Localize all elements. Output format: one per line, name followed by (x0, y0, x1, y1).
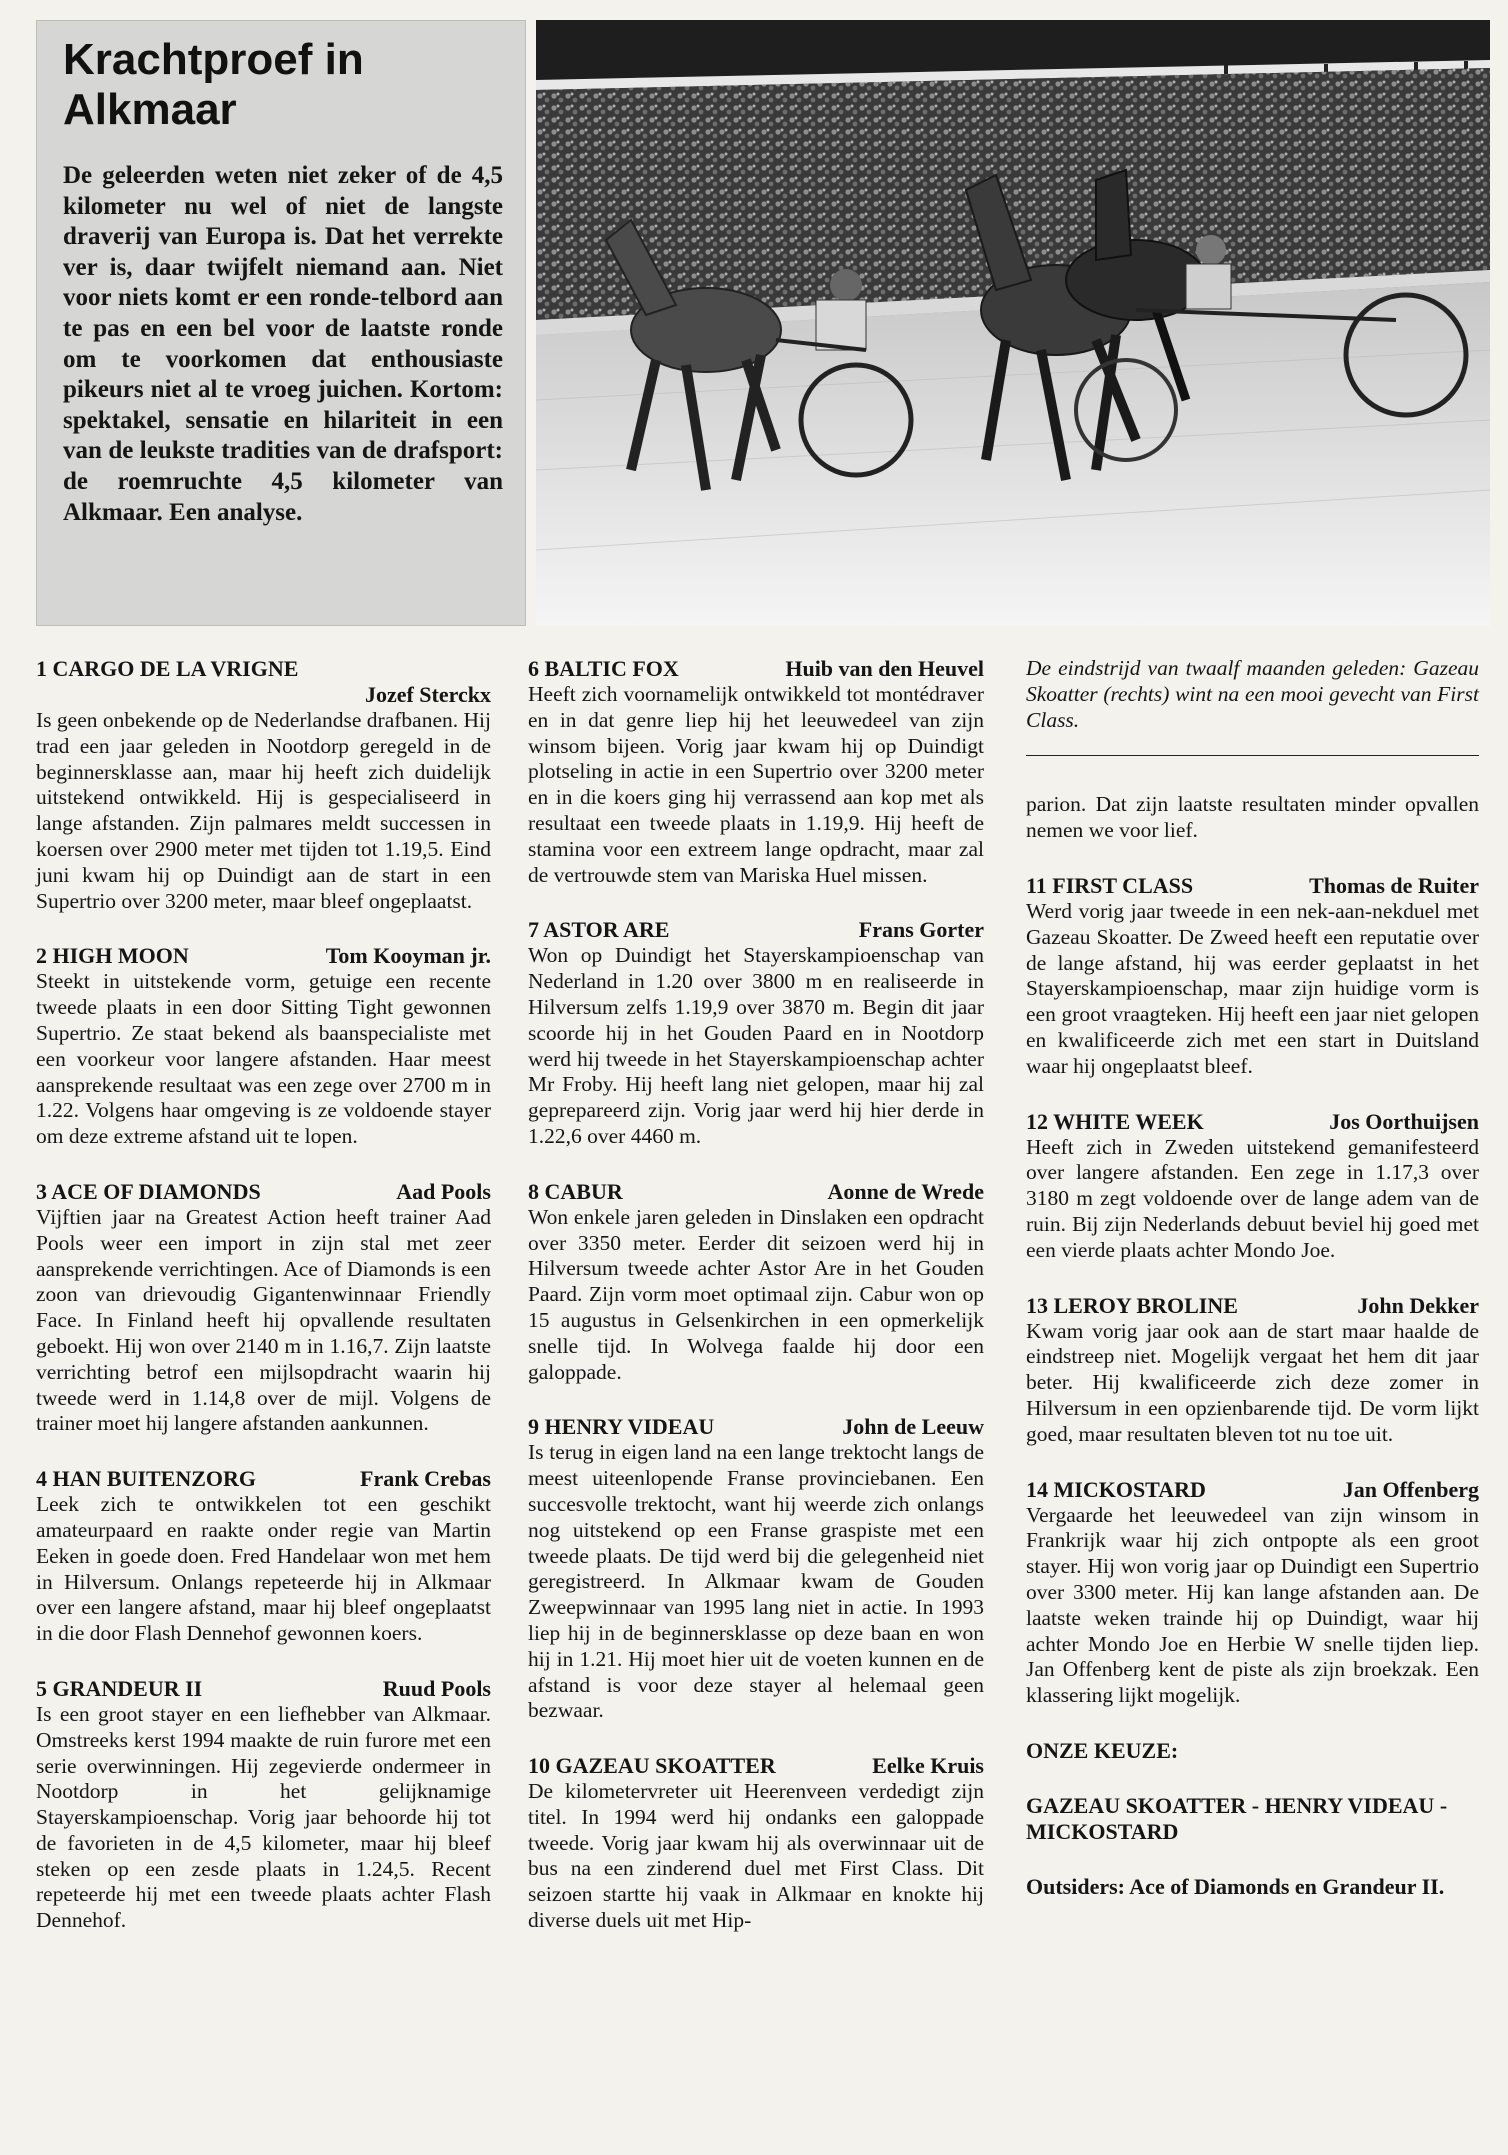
entry-header (36, 943, 491, 969)
entry-text: Vijftien jaar na Greatest Action heeft trainer Aad Pools weer een import in zijn stal met zeer aansprekende verrichtingen. Ace of Diamonds is een zoon van drievoudig Gigantenwinnaar Friendly Face. In Finland heeft hij opvallende resultaten geboekt. Hij won over 2140 m in 1.16,7. Zijn laatste verrichting betrof een mijlsopdracht waarin hij tweede werd in 1.14,8 over de mijl. Volgens de trainer moet hij langere afstanden aankunnen. (36, 1204, 491, 1436)
trainer-name: Huib van den Heuvel (785, 656, 984, 681)
entry-header (528, 1753, 984, 1779)
horse-name: 6 BALTIC FOX (528, 656, 679, 681)
trainer-name: Aonne de Wrede (827, 1178, 984, 1204)
entry-header (528, 656, 984, 682)
trainer-name: Tom Kooyman jr. (325, 943, 491, 969)
horse-name: 3 ACE OF DIAMONDS (36, 1178, 261, 1204)
horse-entry (528, 1414, 984, 1724)
horse-entry (528, 656, 984, 888)
horse-entry (1026, 873, 1479, 1080)
horse-name: 2 HIGH MOON (36, 943, 189, 969)
trainer-name: Jos Oorthuijsen (1329, 1108, 1479, 1134)
trainer-name: Jan Offenberg (1342, 1476, 1479, 1502)
entry-header (1026, 1477, 1479, 1503)
entry-continuation: parion. Dat zijn laatste resultaten minder opvallen nemen we voor lief. (1026, 792, 1479, 843)
entry-text: Leek zich te ontwikkelen tot een geschikt amateurpaard en raakte onder regie van Martin Eeken in goede doen. Fred Handelaar won met hem in Hilversum. Onlangs repeteerde hij in Alkmaar over een langere afstand, maar hij bleef ongeplaatst in die door Flash Dennehof gewonnen koers. (36, 1492, 491, 1646)
entry-text: Vergaarde het leeuwedeel van zijn winsom in Frankrijk waar hij zich ontpopte als een groot stayer. Hij won vorig jaar op Duindigt een Supertrio over 3300 meter. Hij kan lange afstanden aan. De laatste weken trainde hij op Duindigt, waar hij achter Mondo Joe en Herbie W snelle tijden liep. Jan Offenberg kent de piste als zijn broekzak. Een klassering lijkt mogelijk. (1026, 1502, 1479, 1708)
entry-header (528, 1179, 984, 1205)
intro-box (36, 20, 526, 626)
picks-line: GAZEAU SKOATTER - HENRY VIDEAU - MICKOSTARD (1026, 1792, 1448, 1844)
entry-header (528, 1414, 984, 1440)
horse-name: 7 ASTOR ARE (528, 917, 670, 943)
trainer-name: Aad Pools (396, 1178, 491, 1204)
horse-entry (36, 943, 491, 1150)
horse-name: 8 CABUR (528, 1178, 623, 1204)
horse-entry (1026, 1109, 1479, 1264)
entry-text: Is een groot stayer en een liefhebber van Alkmaar. Omstreeks kerst 1994 maakte de ruin furore met een serie overwinningen. Hij zegevierde ondermeer in Nootdorp in het gelijknamige Stayerskampioenschap. Vorig jaar behoorde hij tot de favorieten in de 4,5 kilometer, maar hij bleef steken op een zesde plaats in 1.24,5. Recent repeteerde hij met een tweede plaats achter Flash Dennehof. (36, 1701, 491, 1933)
horse-entry (528, 1753, 984, 1934)
trainer-name: Frans Gorter (858, 917, 984, 943)
entry-text: Steekt in uitstekende vorm, getuige een recente tweede plaats in een door Sitting Tight gewonnen Supertrio. Ze staat bekend als baanspecialiste met een voorkeur voor langere afstanden. Haar meest aansprekende resultaat was een zege over 2700 m in 1.22. Volgens haar omgeving is ze voldoende stayer om deze extreme afstand uit te lopen. (36, 969, 491, 1149)
trainer-name: Eelke Kruis (872, 1753, 984, 1779)
column-2 (528, 656, 984, 1963)
trainer-name: Ruud Pools (382, 1675, 491, 1701)
column-3 (1026, 656, 1479, 1900)
entry-text: Heeft zich in Zweden uitstekend gemanifesteerd over langere afstanden. Een zege in 1.17,3 over 3180 m zegt voldoende over de lange adem van de ruin. Bij zijn Nederlands debuut beviel hij goed met een vierde plaats achter Mondo Joe. (1026, 1134, 1479, 1262)
entry-text: Won op Duindigt het Stayerskampioenschap van Nederland in 1.20 over 3800 m en realiseerde in Hilversum zelfs 1.19,9 over 3870 m. Begin dit jaar scoorde hij in het Gouden Paard en in Nootdorp werd hij tweede in het Stayerskampioenschap achter Mr Froby. Hij heeft lang niet gelopen, maar hij zal geprepareerd zijn. Vorig jaar werd hij hier derde in 1.22,6 over 4460 m. (528, 943, 984, 1148)
horse-entry (528, 1179, 984, 1386)
horse-name: 9 HENRY VIDEAU (528, 1414, 715, 1440)
horse-entry (36, 1466, 491, 1647)
horse-name: 1 CARGO DE LA VRIGNE (36, 656, 299, 681)
entry-header (36, 1179, 491, 1205)
horse-entry (1026, 1293, 1479, 1448)
entry-text: Kwam vorig jaar ook aan de start maar haalde de eindstreep niet. Mogelijk vergaat het hem dit jaar beter. Hij kwalificeerde zich deze zomer in Hilversum in een opzienbarende tijd. De vorm lijkt goed, maar resultaten bleven tot nu toe uit. (1026, 1318, 1479, 1446)
entry-text: Werd vorig jaar tweede in een nek-aan-nekduel met Gazeau Skoatter. De Zweed heeft een reputatie over de lange afstand, hij was eerder geplaatst in het Stayerskampioenschap, maar zijn huidige vorm is een groot vraagteken. Hij heeft een jaar niet gelopen en kwalificeerde zich met een start in Duitsland waar hij ongeplaatst bleef. (1026, 898, 1479, 1078)
entry-text: Is terug in eigen land na een lange trektocht langs de meest uiteenlopende Franse provinciebanen. Een succesvolle trektocht, want hij weerde zich onlangs nog uitstekend op een Franse graspiste met een tweede plaats. De tijd werd bij die gelegenheid niet geregistreerd. In Alkmaar kwam de Gouden Zweepwinnaar van 1995 lang niet in actie. In 1993 liep hij in de beginnersklasse op deze baan en won hij in 1.21. Hij moet hier uit de voeten kunnen en de afstand is voor deze stayer al helemaal geen bezwaar. (528, 1440, 984, 1723)
column-1 (36, 656, 491, 1963)
entry-header (1026, 1109, 1479, 1135)
entry-text: Won enkele jaren geleden in Dinslaken een opdracht over 3350 meter. Eerder dit seizoen werd hij in Hilversum tweede achter Astor Are in het Gouden Paard. Zijn vorm moet optimaal zijn. Cabur won op 15 augustus in Gelsenkirchen in een opmerkelijk snelle tijd. In Wolvega faalde hij door een galoppade. (528, 1204, 984, 1384)
trainer-name: John Dekker (1357, 1292, 1479, 1318)
outsiders-line: Outsiders: Ace of Diamonds en Grandeur II. (1026, 1873, 1445, 1899)
entry-header (528, 917, 984, 943)
horse-name: 13 LEROY BROLINE (1026, 1292, 1238, 1318)
horse-name: 12 WHITE WEEK (1026, 1108, 1204, 1134)
entry-text: De kilometervreter uit Heerenveen verdedigt zijn titel. In 1994 werd hij ondanks een galoppade tweede. Vorig jaar kwam hij als overwinnaar uit de bus na een zinderend duel met First Class. Dit seizoen startte hij vaak in Alkmaar en knokte hij diverse duels uit met Hip- (528, 1779, 984, 1933)
entry-text: Is geen onbekende op de Nederlandse drafbanen. Hij trad een jaar geleden in Nootdorp geregeld in de beginnersklasse aan, maar hij heeft zich duidelijk uitstekend ontwikkeld. Hij is gespecialiseerd in lange afstanden. Zijn palmares meldt successen in koersen over 2900 meter met tijden tot 1.19,5. Eind juni kwam hij op Duindigt aan de start in een Supertrio over 3200 meter, maar bleef ongeplaatst. (36, 708, 491, 913)
entry-header (36, 1676, 491, 1702)
horse-entry (36, 656, 491, 914)
horse-entry (36, 1179, 491, 1437)
horse-name: 10 GAZEAU SKOATTER (528, 1753, 776, 1779)
horse-name: 4 HAN BUITENZORG (36, 1466, 257, 1492)
article-title: Krachtproef in Alkmaar (63, 35, 364, 134)
horse-entry (528, 917, 984, 1149)
trainer-name: John de Leeuw (842, 1414, 984, 1440)
horse-name: 5 GRANDEUR II (36, 1675, 203, 1701)
entry-header (36, 1466, 491, 1492)
picks-title: ONZE KEUZE: (1026, 1737, 1179, 1763)
photo-caption: De eindstrijd van twaalf maanden geleden: Gazeau Skoatter (rechts) wint na een mooi gevecht van First Class. (1026, 656, 1479, 732)
horse-name: 14 MICKOSTARD (1026, 1476, 1206, 1502)
entry-text: Heeft zich voornamelijk ontwikkeld tot montédraver en in dat genre liep hij het leeuwedeel van zijn winsom bijeen. Vorig jaar kwam hij op Duindigt plotseling in actie in een Supertrio over 3200 meter en in die koers ging hij verrassend aan kop met als resultaat een tweede plaats in 1.19,9. Hij heeft de stamina voor een extreem lange opdracht, maar zal de vertrouwde stem van Mariska Huel missen. (528, 682, 984, 887)
entry-header (36, 656, 491, 708)
horse-name: 11 FIRST CLASS (1026, 872, 1194, 898)
entry-header (1026, 873, 1479, 899)
entry-header (1026, 1293, 1479, 1319)
trainer-name: Thomas de Ruiter (1309, 872, 1479, 898)
caption-divider (1026, 755, 1479, 756)
horse-entry (1026, 1477, 1479, 1709)
photo-illustration (536, 20, 1490, 626)
trainer-name: Jozef Sterckx (364, 682, 491, 707)
harness-racing-photo (536, 20, 1490, 626)
trainer-name: Frank Crebas (360, 1466, 491, 1492)
horse-entry (36, 1676, 491, 1934)
article-lead: De geleerden weten niet zeker of de 4,5 kilometer nu wel of niet de langste draverij van Europa is. Dat het verrekte ver is, daar twijfelt niemand aan. Niet voor niets komt er een ronde-telbord aan te pas en een bel voor de laatste ronde om te voorkomen dat enthousiaste pikeurs niet al te vroeg juichen. Kortom: spektakel, sensatie en hilariteit in een van de leukste tradities van de drafsport: de roemruchte 4,5 kilometer van Alkmaar. Een analyse. (63, 162, 503, 526)
